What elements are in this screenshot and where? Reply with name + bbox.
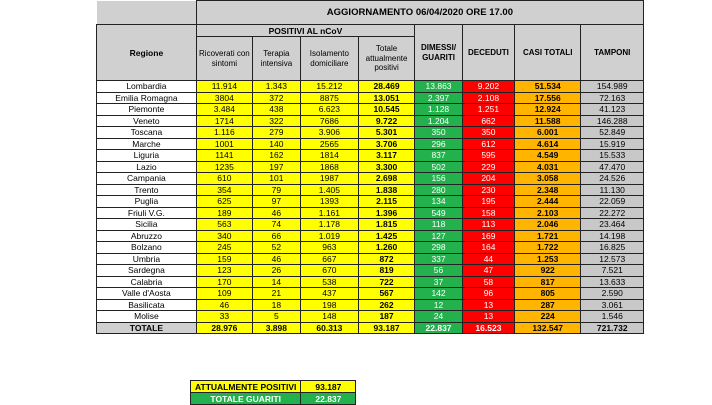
cell-ricoverati: 170: [196, 276, 252, 288]
header-regione: Regione: [97, 25, 197, 81]
cell-tamponi: 24.526: [581, 173, 644, 185]
totals-dimessi: 22.837: [415, 322, 463, 334]
table-row: [97, 104, 644, 116]
header-terapia: Terapia intensiva: [252, 37, 300, 81]
cell-isolamento: 3.906: [300, 127, 358, 139]
region-name: Liguria: [97, 150, 197, 162]
region-name: Lombardia: [97, 81, 197, 93]
cell-deceduti: 230: [462, 184, 514, 196]
table-row: [97, 242, 644, 254]
cell-tamponi: 47.470: [581, 161, 644, 173]
cell-deceduti: 58: [462, 276, 514, 288]
region-name: Friuli V.G.: [97, 207, 197, 219]
cell-casi-totali: 4.614: [514, 138, 581, 150]
cell-deceduti: 113: [462, 219, 514, 231]
summary-row: [191, 381, 356, 393]
cell-dimessi: 549: [415, 207, 463, 219]
corner-cell: [97, 1, 197, 25]
cell-ricoverati: 245: [196, 242, 252, 254]
cell-isolamento: 15.212: [300, 81, 358, 93]
region-name: Abruzzo: [97, 230, 197, 242]
cell-totale-positivi: 1.425: [358, 230, 414, 242]
cell-terapia: 14: [252, 276, 300, 288]
cell-terapia: 97: [252, 196, 300, 208]
cell-deceduti: 96: [462, 288, 514, 300]
region-name: Bolzano: [97, 242, 197, 254]
region-name: Umbria: [97, 253, 197, 265]
cell-ricoverati: 1714: [196, 115, 252, 127]
cell-totale-positivi: 1.396: [358, 207, 414, 219]
cell-terapia: 66: [252, 230, 300, 242]
cell-casi-totali: 2.348: [514, 184, 581, 196]
cell-tamponi: 12.573: [581, 253, 644, 265]
region-name: Calabria: [97, 276, 197, 288]
cell-deceduti: 164: [462, 242, 514, 254]
cell-totale-positivi: 187: [358, 311, 414, 323]
cell-ricoverati: 625: [196, 196, 252, 208]
summary-box: [190, 380, 356, 405]
update-title: AGGIORNAMENTO 06/04/2020 ORE 17.00: [196, 1, 643, 25]
totals-isolamento: 60.313: [300, 322, 358, 334]
cell-deceduti: 204: [462, 173, 514, 185]
cell-deceduti: 2.108: [462, 92, 514, 104]
region-name: Campania: [97, 173, 197, 185]
cell-dimessi: 1.128: [415, 104, 463, 116]
summary-label: TOTALE GUARITI: [191, 393, 301, 405]
cell-ricoverati: 563: [196, 219, 252, 231]
cell-terapia: 74: [252, 219, 300, 231]
cell-isolamento: 1.178: [300, 219, 358, 231]
cell-ricoverati: 33: [196, 311, 252, 323]
cell-casi-totali: 12.924: [514, 104, 581, 116]
cell-tamponi: 7.521: [581, 265, 644, 277]
cell-terapia: 5: [252, 311, 300, 323]
region-name: Piemonte: [97, 104, 197, 116]
region-name: Marche: [97, 138, 197, 150]
cell-dimessi: 142: [415, 288, 463, 300]
region-name: Veneto: [97, 115, 197, 127]
cell-ricoverati: 610: [196, 173, 252, 185]
cell-casi-totali: 11.588: [514, 115, 581, 127]
cell-tamponi: 15.919: [581, 138, 644, 150]
cell-isolamento: 1868: [300, 161, 358, 173]
region-name: Puglia: [97, 196, 197, 208]
totals-positivi: 93.187: [358, 322, 414, 334]
cell-deceduti: 169: [462, 230, 514, 242]
cell-terapia: 46: [252, 253, 300, 265]
cell-isolamento: 6.623: [300, 104, 358, 116]
cell-totale-positivi: 3.706: [358, 138, 414, 150]
cell-ricoverati: 354: [196, 184, 252, 196]
cell-deceduti: 13: [462, 299, 514, 311]
cell-totale-positivi: 3.117: [358, 150, 414, 162]
cell-casi-totali: 287: [514, 299, 581, 311]
cell-totale-positivi: 9.722: [358, 115, 414, 127]
cell-tamponi: 52.849: [581, 127, 644, 139]
cell-totale-positivi: 5.301: [358, 127, 414, 139]
region-name: Toscana: [97, 127, 197, 139]
table-row: [97, 219, 644, 231]
cell-casi-totali: 6.001: [514, 127, 581, 139]
cell-totale-positivi: 13.051: [358, 92, 414, 104]
cell-dimessi: 298: [415, 242, 463, 254]
table-row: [97, 276, 644, 288]
cell-casi-totali: 3.058: [514, 173, 581, 185]
cell-isolamento: 7686: [300, 115, 358, 127]
cell-isolamento: 1.405: [300, 184, 358, 196]
cell-isolamento: 1987: [300, 173, 358, 185]
cell-isolamento: 1.161: [300, 207, 358, 219]
cell-terapia: 162: [252, 150, 300, 162]
cell-casi-totali: 2.444: [514, 196, 581, 208]
table-row: [97, 173, 644, 185]
cell-dimessi: 837: [415, 150, 463, 162]
cell-casi-totali: 817: [514, 276, 581, 288]
header-dimessi: DIMESSI/ GUARITI: [415, 25, 463, 81]
cell-dimessi: 37: [415, 276, 463, 288]
cell-dimessi: 56: [415, 265, 463, 277]
cell-casi-totali: 4.031: [514, 161, 581, 173]
cell-ricoverati: 1141: [196, 150, 252, 162]
cell-tamponi: 15.533: [581, 150, 644, 162]
cell-terapia: 1.343: [252, 81, 300, 93]
table-row: [97, 92, 644, 104]
header-totale-positivi: Totale attualmente positivi: [358, 37, 414, 81]
summary-row: [191, 393, 356, 405]
cell-casi-totali: 1.253: [514, 253, 581, 265]
cell-dimessi: 1.204: [415, 115, 463, 127]
table-row: [97, 127, 644, 139]
cell-deceduti: 595: [462, 150, 514, 162]
cell-isolamento: 8875: [300, 92, 358, 104]
cell-deceduti: 44: [462, 253, 514, 265]
cell-dimessi: 134: [415, 196, 463, 208]
cell-totale-positivi: 262: [358, 299, 414, 311]
table-row: [97, 288, 644, 300]
cell-tamponi: 146.288: [581, 115, 644, 127]
covid-region-table: [96, 0, 644, 334]
cell-deceduti: 195: [462, 196, 514, 208]
table-row: [97, 253, 644, 265]
summary-value: 22.837: [301, 393, 356, 405]
cell-tamponi: 23.464: [581, 219, 644, 231]
cell-ricoverati: 159: [196, 253, 252, 265]
cell-deceduti: 662: [462, 115, 514, 127]
cell-dimessi: 350: [415, 127, 463, 139]
cell-dimessi: 337: [415, 253, 463, 265]
cell-ricoverati: 3804: [196, 92, 252, 104]
summary-label: ATTUALMENTE POSITIVI: [191, 381, 301, 393]
cell-terapia: 101: [252, 173, 300, 185]
cell-ricoverati: 123: [196, 265, 252, 277]
cell-terapia: 279: [252, 127, 300, 139]
region-name: Basilicata: [97, 299, 197, 311]
cell-casi-totali: 805: [514, 288, 581, 300]
cell-totale-positivi: 1.260: [358, 242, 414, 254]
cell-totale-positivi: 2.115: [358, 196, 414, 208]
totals-deceduti: 16.523: [462, 322, 514, 334]
cell-totale-positivi: 1.815: [358, 219, 414, 231]
cell-dimessi: 12: [415, 299, 463, 311]
region-name: Valle d'Aosta: [97, 288, 197, 300]
cell-totale-positivi: 567: [358, 288, 414, 300]
cell-casi-totali: 224: [514, 311, 581, 323]
cell-isolamento: 2565: [300, 138, 358, 150]
cell-isolamento: 667: [300, 253, 358, 265]
cell-tamponi: 41.123: [581, 104, 644, 116]
totals-row: [97, 322, 644, 334]
cell-tamponi: 16.825: [581, 242, 644, 254]
cell-terapia: 18: [252, 299, 300, 311]
cell-totale-positivi: 872: [358, 253, 414, 265]
cell-casi-totali: 17.556: [514, 92, 581, 104]
cell-terapia: 52: [252, 242, 300, 254]
table-row: [97, 265, 644, 277]
cell-dimessi: 296: [415, 138, 463, 150]
cell-isolamento: 670: [300, 265, 358, 277]
cell-deceduti: 9.202: [462, 81, 514, 93]
cell-terapia: 322: [252, 115, 300, 127]
cell-deceduti: 1.251: [462, 104, 514, 116]
header-casi-totali: CASI TOTALI: [514, 25, 581, 81]
cell-dimessi: 24: [415, 311, 463, 323]
table-row: [97, 207, 644, 219]
cell-tamponi: 14.198: [581, 230, 644, 242]
table-row: [97, 230, 644, 242]
region-name: Sardegna: [97, 265, 197, 277]
cell-casi-totali: 4.549: [514, 150, 581, 162]
cell-ricoverati: 46: [196, 299, 252, 311]
header-deceduti: DECEDUTI: [462, 25, 514, 81]
cell-terapia: 438: [252, 104, 300, 116]
cell-terapia: 46: [252, 207, 300, 219]
cell-totale-positivi: 3.300: [358, 161, 414, 173]
totals-ricoverati: 28.976: [196, 322, 252, 334]
cell-tamponi: 2.590: [581, 288, 644, 300]
cell-ricoverati: 1.116: [196, 127, 252, 139]
cell-ricoverati: 11.914: [196, 81, 252, 93]
table-row: [97, 196, 644, 208]
cell-isolamento: 538: [300, 276, 358, 288]
cell-casi-totali: 2.103: [514, 207, 581, 219]
cell-casi-totali: 922: [514, 265, 581, 277]
cell-deceduti: 229: [462, 161, 514, 173]
cell-ricoverati: 1235: [196, 161, 252, 173]
cell-isolamento: 198: [300, 299, 358, 311]
table-row: [97, 81, 644, 93]
table-row: [97, 299, 644, 311]
cell-dimessi: 502: [415, 161, 463, 173]
cell-casi-totali: 2.046: [514, 219, 581, 231]
cell-isolamento: 963: [300, 242, 358, 254]
table-row: [97, 115, 644, 127]
region-name: Sicilia: [97, 219, 197, 231]
cell-terapia: 26: [252, 265, 300, 277]
cell-dimessi: 13.863: [415, 81, 463, 93]
region-name: Emilia Romagna: [97, 92, 197, 104]
cell-ricoverati: 3.484: [196, 104, 252, 116]
cell-isolamento: 148: [300, 311, 358, 323]
cell-totale-positivi: 2.698: [358, 173, 414, 185]
table-row: [97, 161, 644, 173]
cell-totale-positivi: 819: [358, 265, 414, 277]
totals-terapia: 3.898: [252, 322, 300, 334]
cell-totale-positivi: 722: [358, 276, 414, 288]
cell-deceduti: 47: [462, 265, 514, 277]
cell-terapia: 140: [252, 138, 300, 150]
cell-dimessi: 2.397: [415, 92, 463, 104]
cell-totale-positivi: 28.469: [358, 81, 414, 93]
cell-tamponi: 3.061: [581, 299, 644, 311]
cell-terapia: 21: [252, 288, 300, 300]
cell-terapia: 79: [252, 184, 300, 196]
cell-tamponi: 22.059: [581, 196, 644, 208]
header-tamponi: TAMPONI: [581, 25, 644, 81]
region-name: Lazio: [97, 161, 197, 173]
cell-casi-totali: 51.534: [514, 81, 581, 93]
cell-deceduti: 13: [462, 311, 514, 323]
cell-totale-positivi: 10.545: [358, 104, 414, 116]
cell-ricoverati: 189: [196, 207, 252, 219]
cell-dimessi: 156: [415, 173, 463, 185]
cell-tamponi: 72.163: [581, 92, 644, 104]
cell-ricoverati: 109: [196, 288, 252, 300]
cell-isolamento: 1.019: [300, 230, 358, 242]
cell-isolamento: 437: [300, 288, 358, 300]
cell-dimessi: 280: [415, 184, 463, 196]
cell-casi-totali: 1.722: [514, 242, 581, 254]
cell-tamponi: 11.130: [581, 184, 644, 196]
table-row: [97, 138, 644, 150]
cell-tamponi: 13.633: [581, 276, 644, 288]
totals-label: TOTALE: [97, 322, 197, 334]
cell-dimessi: 118: [415, 219, 463, 231]
cell-deceduti: 350: [462, 127, 514, 139]
cell-deceduti: 612: [462, 138, 514, 150]
header-isolamento: Isolamento domiciliare: [300, 37, 358, 81]
cell-totale-positivi: 1.838: [358, 184, 414, 196]
region-name: Trento: [97, 184, 197, 196]
table-row: [97, 184, 644, 196]
region-name: Molise: [97, 311, 197, 323]
cell-tamponi: 22.272: [581, 207, 644, 219]
cell-casi-totali: 1.721: [514, 230, 581, 242]
header-positivi-group: POSITIVI AL nCoV: [196, 25, 414, 37]
table-row: [97, 150, 644, 162]
cell-isolamento: 1393: [300, 196, 358, 208]
cell-isolamento: 1814: [300, 150, 358, 162]
table-row: [97, 311, 644, 323]
cell-terapia: 372: [252, 92, 300, 104]
totals-tamponi: 721.732: [581, 322, 644, 334]
cell-tamponi: 1.546: [581, 311, 644, 323]
cell-terapia: 197: [252, 161, 300, 173]
summary-value: 93.187: [301, 381, 356, 393]
cell-ricoverati: 340: [196, 230, 252, 242]
cell-tamponi: 154.989: [581, 81, 644, 93]
cell-dimessi: 127: [415, 230, 463, 242]
header-ricoverati: Ricoverati con sintomi: [196, 37, 252, 81]
totals-casi: 132.547: [514, 322, 581, 334]
cell-ricoverati: 1001: [196, 138, 252, 150]
cell-deceduti: 158: [462, 207, 514, 219]
